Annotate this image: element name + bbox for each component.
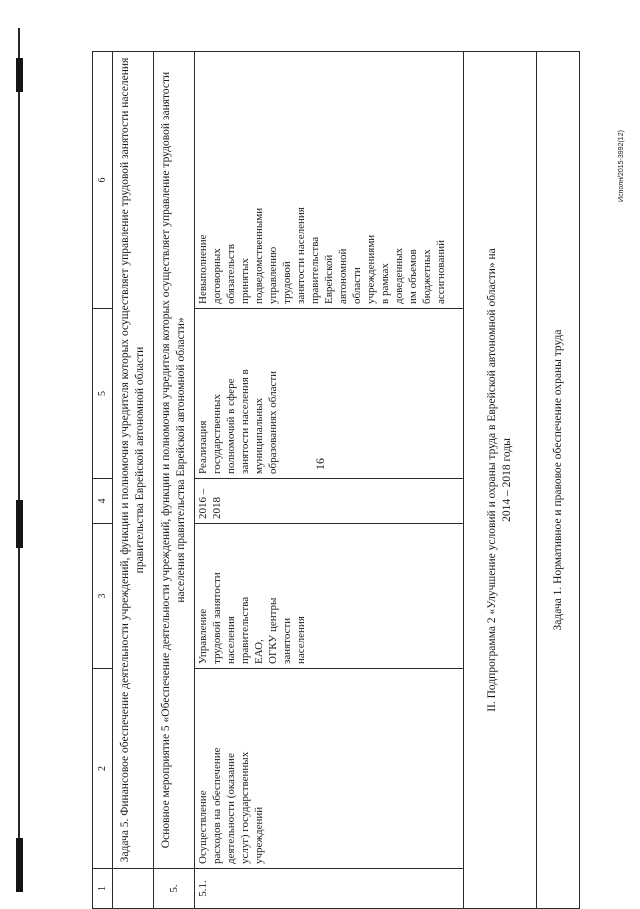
rotated-table-frame: [92, 52, 580, 909]
column-number: 1: [93, 869, 113, 909]
measure-name: Осуществление расходов на обеспечение деятельности (оказание услуг) государственных учреждений: [195, 669, 464, 869]
table-row: [195, 52, 464, 909]
subprogram-2-row: [464, 52, 537, 909]
row-number: 5.1.: [195, 869, 464, 909]
implementation-period: 2016 – 2018: [195, 479, 464, 524]
expected-result: Реализация государственных полномочий в сфере занятости населения в муниципальных образованиях области: [195, 309, 464, 479]
task-5-index-cell: [113, 869, 154, 909]
column-number: 2: [93, 669, 113, 869]
scan-edge-mark: [16, 500, 23, 548]
page-number: 16: [313, 458, 327, 470]
column-number: 6: [93, 52, 113, 309]
task-1-title: Задача 1. Нормативное и правовое обеспечение охраны труда: [536, 52, 579, 909]
column-number-row: [93, 52, 113, 909]
task-5-row: [113, 52, 154, 909]
program-measures-table: [92, 51, 580, 909]
task-5-title: Задача 5. Финансовое обеспечение деятельности учреждений, функции и полномочия учредителя которых осуществляет управление трудовой занятости населения правительства Еврейской автономной области: [113, 52, 154, 869]
column-number: 5: [93, 309, 113, 479]
scan-edge-mark: [16, 838, 23, 892]
column-number: 4: [93, 479, 113, 524]
task-1-row: [536, 52, 579, 909]
non-fulfillment-consequences: Невыполнение договорных обязательств принятых подведомственными управлению трудовой занятости населения правительства Еврейской автономной области учреждениями в рамках доведенных им объемов бюджетных ассигнований: [195, 52, 464, 309]
subprogram-2-title: II. Подпрограмма 2 «Улучшение условий и охраны труда в Еврейской автономной области» на 2014 – 2018 годы: [464, 52, 537, 909]
executor: Управление трудовой занятости населения правительства ЕАО, ОГКУ центры занятости населения: [195, 524, 464, 669]
measure-5-row: [154, 52, 195, 909]
measure-5-title: Основное мероприятие 5 «Обеспечение деятельности учреждений, функции и полномочия учредителя которых осуществляет управление трудовой занятости населения правительства Еврейской автономной области»: [154, 52, 195, 869]
binding-edge-line: [18, 28, 20, 890]
footer-note: Исполн/2015-3992(12): [618, 130, 625, 202]
column-number: 3: [93, 524, 113, 669]
scan-edge-mark: [16, 58, 23, 92]
measure-5-number: 5.: [154, 869, 195, 909]
